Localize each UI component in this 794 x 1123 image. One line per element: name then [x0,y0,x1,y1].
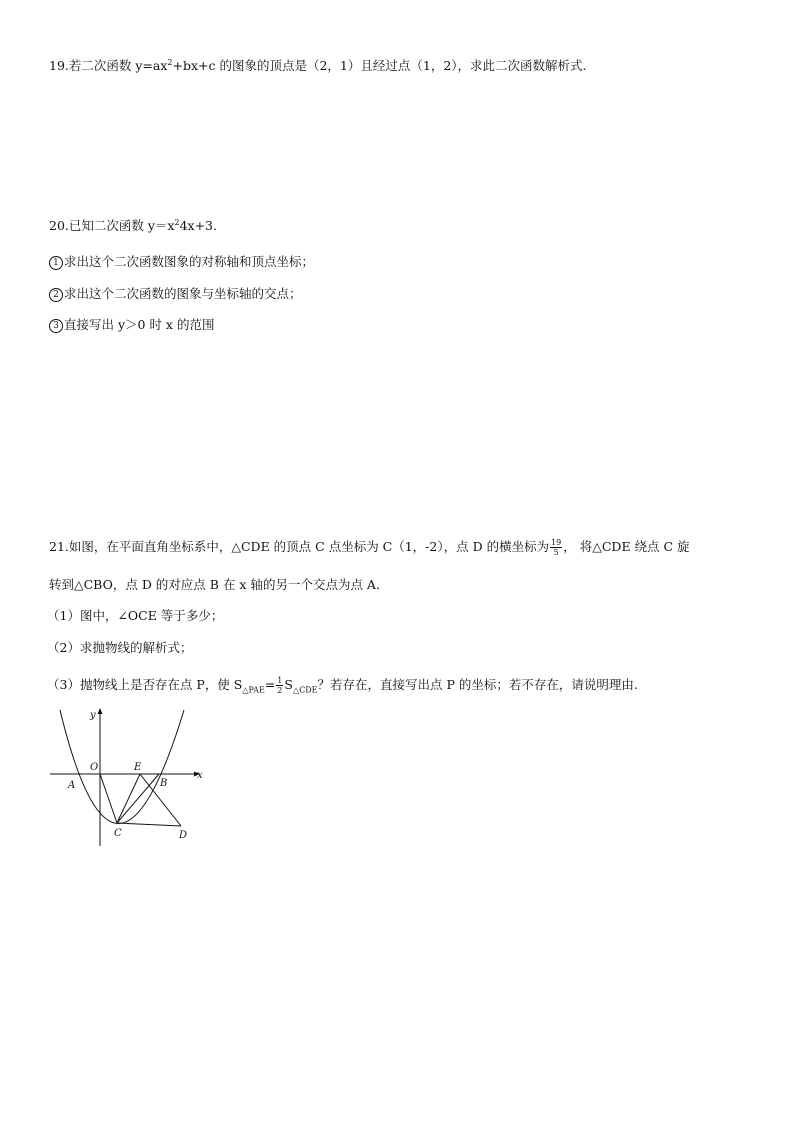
segment-CB [117,774,159,823]
q21-fraction-denominator: 5 [553,548,559,557]
q21-part-1: （1）图中，∠OCE 等于多少； [47,608,224,623]
q20-prefix: 20.已知二次函数 y＝x [49,218,175,233]
q21-fraction [550,538,562,557]
q21-line1-b: ， 将△CDE 绕点 C 旋 [563,539,690,554]
q20-item-3-text: 直接写出 y＞0 时 x 的范围 [64,317,215,332]
q21-half-fraction [276,676,283,695]
q19-prefix: 19.若二次函数 y=ax [49,58,168,73]
label-E: E [134,762,142,773]
q21-part-3 [47,676,638,695]
question-21-line-1 [49,538,690,557]
coordinate-figure [40,702,220,852]
q20-item-2-text: 求出这个二次函数的图象与坐标轴的交点； [64,286,302,301]
segment-CD [117,823,181,826]
q21-part3-eq: = [264,677,276,692]
q21-part3-s: S [284,677,293,692]
label-D: D [179,830,188,841]
q21-part3-b: ？若存在，直接写出点 P 的坐标；若不存在，请说明理由. [317,677,638,692]
q21-part-2: （2）求抛物线的解析式； [47,640,193,655]
q21-part3-sub-cde: △CDE [292,685,318,695]
q19-rest: +bx+c 的图象的顶点是（2，1）且经过点（1，2），求此二次函数解析式. [172,58,587,73]
q20-item-2 [49,286,302,302]
q20-exponent: 2 [174,217,180,227]
q21-part3-sub-pae: △PAE [242,685,265,695]
q21-part3-a: （3）抛物线上是否存在点 P，使 S [47,677,243,692]
question-20 [49,218,217,234]
q20-item-1 [49,254,314,270]
question-21-line-2: 转到△CBO，点 D 的对应点 B 在 x 轴的另一个交点为点 A． [49,577,389,592]
q20-item-1-text: 求出这个二次函数图象的对称轴和顶点坐标； [64,254,315,269]
q21-line1-a: 21.如图，在平面直角坐标系中，△CDE 的顶点 C 点坐标为 C（1，-2），点 D 的横坐标为 [49,539,550,554]
segment-CE [117,774,140,823]
q20-item-3 [49,317,214,333]
label-y: y [90,710,96,721]
question-19 [49,58,587,74]
y-axis-arrow [98,708,103,714]
label-O: O [90,762,99,773]
q20-item-1-number: 1 [49,256,63,270]
q20-item-3-number: 3 [49,319,63,333]
q20-item-2-number: 2 [49,288,63,302]
label-B: B [160,778,168,789]
q21-half-numerator: 1 [277,676,283,685]
label-x: x [197,770,203,781]
q19-exponent: 2 [167,57,173,67]
q20-rest: 4x+3. [179,218,217,233]
q21-fraction-numerator: 19 [551,538,562,547]
q21-half-denominator: 2 [277,686,283,695]
label-C: C [114,828,122,839]
label-A: A [68,780,76,791]
